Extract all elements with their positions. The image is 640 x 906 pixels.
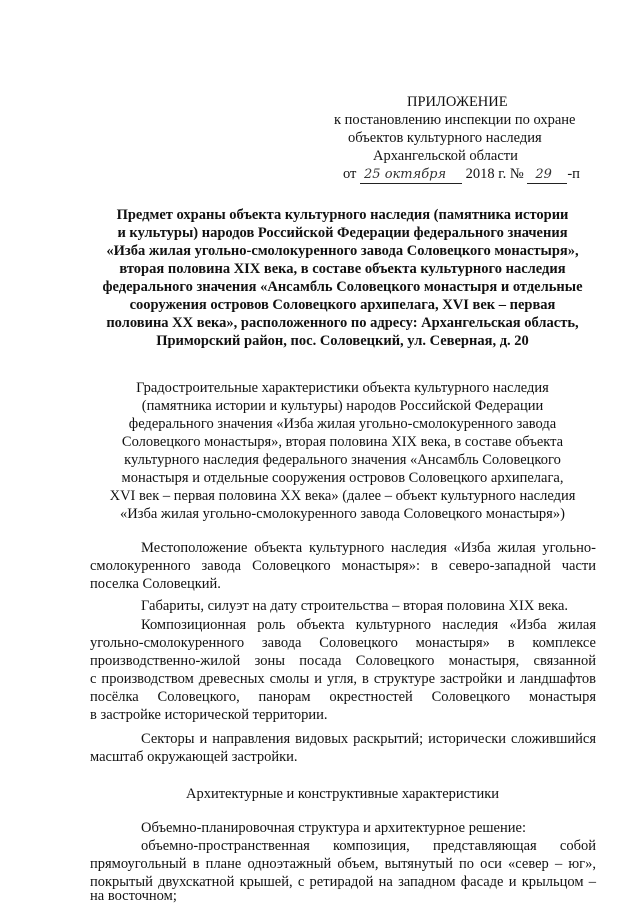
appendix-line-1: к постановлению инспекции по охране	[334, 112, 576, 128]
subtitle-line: (памятника истории и культуры) народов Российской Федерации	[141, 398, 544, 414]
dimensions-paragraph: Габариты, силуэт на дату строительства – вторая половина XIX века.	[141, 598, 569, 614]
paragraph-line: с производством древесных смолы и угля, в структуре застройки и ландшафтов	[90, 671, 596, 687]
paragraph-line: Объемно-планировочная структура и архитектурное решение:	[141, 820, 526, 836]
appendix-date-line	[343, 165, 580, 184]
number-handwritten: 29	[535, 167, 552, 182]
date-prefix: от	[343, 166, 357, 182]
paragraph-line: посёлка Соловецкого, панорам окрестностей Соловецкого монастыря	[90, 689, 596, 705]
title-line: и культуры) народов Российской Федерации федерального значения	[117, 225, 568, 241]
paragraph-line: поселка Соловецкий.	[90, 576, 221, 592]
paragraph-line: на восточном;	[90, 888, 177, 904]
paragraph-line: угольно-смолокуренного завода Соловецкого монастыря» в комплексе	[90, 635, 596, 651]
appendix-line-3: Архангельской области	[373, 148, 518, 164]
subtitle-line: XVI век – первая половина XX века» (далее – объект культурного наследия	[109, 488, 576, 504]
paragraph-line: в застройке исторической территории.	[90, 707, 328, 723]
appendix-line-2: объектов культурного наследия	[348, 130, 542, 146]
paragraph-line: объемно-пространственная композиция, представляющая собой	[141, 838, 596, 854]
subtitle-line: монастыря и отдельные сооружения островов Соловецкого архипелага,	[121, 470, 564, 486]
subtitle-line: культурного наследия федерального значения «Ансамбль Соловецкого	[124, 452, 561, 468]
title-line: «Изба жилая угольно-смолокуренного завода Соловецкого монастыря»,	[106, 243, 579, 259]
date-field	[360, 168, 462, 184]
title-line: сооружения островов Соловецкого архипелага, XVI век – первая	[129, 297, 556, 313]
paragraph-line: Секторы и направления видовых раскрытий; исторически сложившийся	[141, 731, 596, 747]
appendix-heading: ПРИЛОЖЕНИЕ	[407, 94, 508, 110]
paragraph-line: Местоположение объекта культурного наследия «Изба жилая угольно-	[141, 540, 596, 556]
paragraph-line: масштаб окружающей застройки.	[90, 749, 298, 765]
title-line: вторая половина XIX века, в составе объекта культурного наследия	[119, 261, 566, 277]
paragraph-line: прямоугольный в плане одноэтажный объем, вытянутый по оси «север – юг»,	[90, 856, 596, 872]
title-line: федерального значения «Ансамбль Соловецкого монастыря и отдельные	[102, 279, 583, 295]
date-handwritten: 25 октября	[364, 167, 447, 182]
subtitle-line: «Изба жилая угольно-смолокуренного завода Соловецкого монастыря»)	[120, 506, 565, 522]
title-line: Предмет охраны объекта культурного наследия (памятника истории	[116, 207, 569, 223]
paragraph-line: покрытый двухскатной крышей, с ретирадой на западном фасаде и крыльцом –	[90, 874, 596, 890]
paragraph-line: производственно-жилой зоны посада Соловецкого монастыря, связанной	[90, 653, 596, 669]
year-text: 2018 г. №	[465, 166, 524, 182]
architectural-heading: Архитектурные и конструктивные характеристики	[185, 786, 500, 802]
subtitle-line: Соловецкого монастыря», вторая половина XIX века, в составе объекта	[121, 434, 564, 450]
subtitle-line: федерального значения «Изба жилая угольно-смолокуренного завода	[128, 416, 557, 432]
paragraph-line: Композиционная роль объекта культурного наследия «Изба жилая	[141, 617, 596, 633]
title-line: половина XX века», расположенного по адресу: Архангельская область,	[106, 315, 579, 331]
title-line: Приморский район, пос. Соловецкий, ул. Северная, д. 20	[156, 333, 529, 349]
paragraph-line: смолокуренного завода Соловецкого монастыря»: в северо-западной части	[90, 558, 596, 574]
subtitle-line: Градостроительные характеристики объекта культурного наследия	[136, 380, 549, 396]
number-suffix: -п	[567, 166, 580, 182]
number-field	[527, 168, 567, 184]
